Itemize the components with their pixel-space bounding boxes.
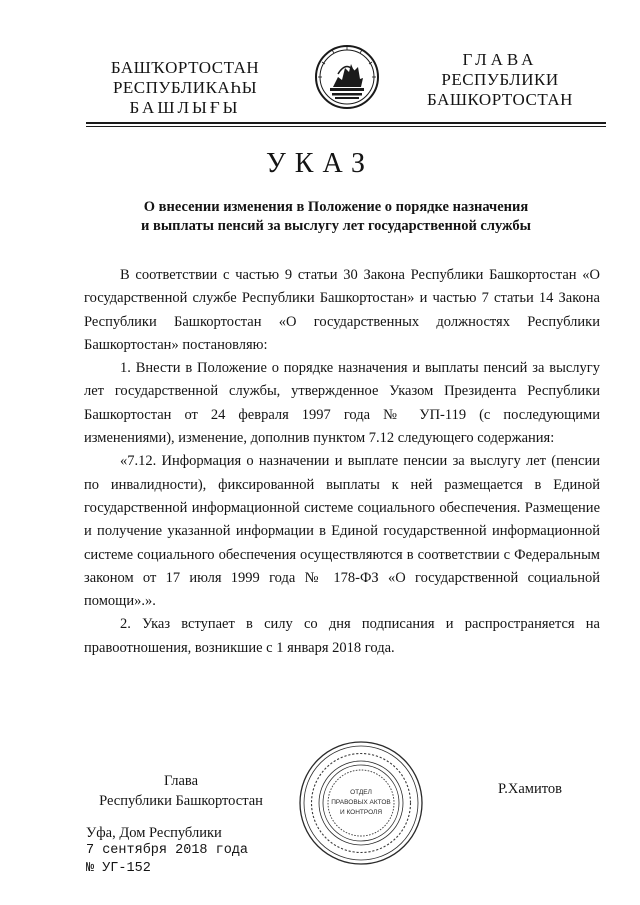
document-body: [84, 264, 600, 660]
header-right-line-1: ГЛАВА: [462, 50, 538, 69]
header-left-line-2: РЕСПУБЛИКАҺЫ: [112, 78, 258, 97]
stamp-line-1: ОТДЕЛ: [350, 789, 372, 796]
header-left-block: [94, 58, 276, 118]
signatory-position: [86, 771, 276, 811]
stamp-line-3: И КОНТРОЛЯ: [339, 809, 383, 816]
signing-date: 7 сентября 2018 года: [86, 843, 249, 858]
signatory-position-line-2: Республики Башкортостан: [99, 793, 263, 809]
header-right-block: [412, 50, 588, 110]
emblem-icon: [314, 44, 380, 110]
subtitle-line-2: и выплаты пенсий за выслугу лет государственной службы: [141, 218, 531, 234]
header-left-line-3: БАШЛЫҒЫ: [129, 98, 241, 117]
header-left-line-1: БАШҠОРТОСТАН: [110, 58, 260, 77]
header-rule-thick: [86, 122, 606, 124]
stamp-line-2: ПРАВОВЫХ АКТОВ: [331, 799, 391, 806]
header-right-line-2: РЕСПУБЛИКИ: [441, 70, 559, 89]
subtitle-line-1: О внесении изменения в Положение о порядке назначения: [143, 199, 529, 215]
signatory-name: Р.Хамитов: [498, 781, 562, 797]
header-right-line-3: БАШКОРТОСТАН: [427, 90, 573, 109]
place-date-block: [86, 824, 248, 878]
header-rule-thin: [86, 126, 606, 127]
paragraph-preamble: В соответствии с частью 9 статьи 30 Закона Республики Башкортостан «О государственной службе Республики Башкортостан» и частью 7 статьи 14 Закона Республики Башкортостан «О государственных должностях Республики Башкортостан» постановляю:: [84, 267, 600, 353]
official-stamp: [296, 738, 426, 868]
paragraph-quoted-clause: «7.12. Информация о назначении и выплате пенсии за выслугу лет (пенсии по инвалидности), фиксированной выплаты к ней размещается в Единой государственной информационной системе социального обеспечения. Размещение и получение указанной информации в Единой государственной информационной системе социального обеспечения осуществляются в соответствии с Федеральным законом от 17 июля 1999 года № 178-ФЗ «О государственной социальной помощи».».: [84, 453, 600, 610]
decree-number: № УГ-152: [86, 861, 151, 876]
paragraph-item-1: 1. Внести в Положение о порядке назначения и выплаты пенсий за выслугу лет государственной службы, утвержденное Указом Президента Республики Башкортостан от 24 февраля 1997 года № УП-119 (с последующими изменениями), изменение, дополнив пунктом 7.12 следующего содержания:: [84, 360, 600, 447]
document-title: УКАЗ: [265, 148, 375, 179]
document-subtitle: [96, 198, 576, 236]
signing-location: Уфа, Дом Республики: [86, 825, 222, 841]
paragraph-item-2: 2. Указ вступает в силу со дня подписания и распространяется на правоотношения, возникшие с 1 января 2018 года.: [84, 616, 600, 656]
signatory-position-line-1: Глава: [163, 773, 199, 789]
